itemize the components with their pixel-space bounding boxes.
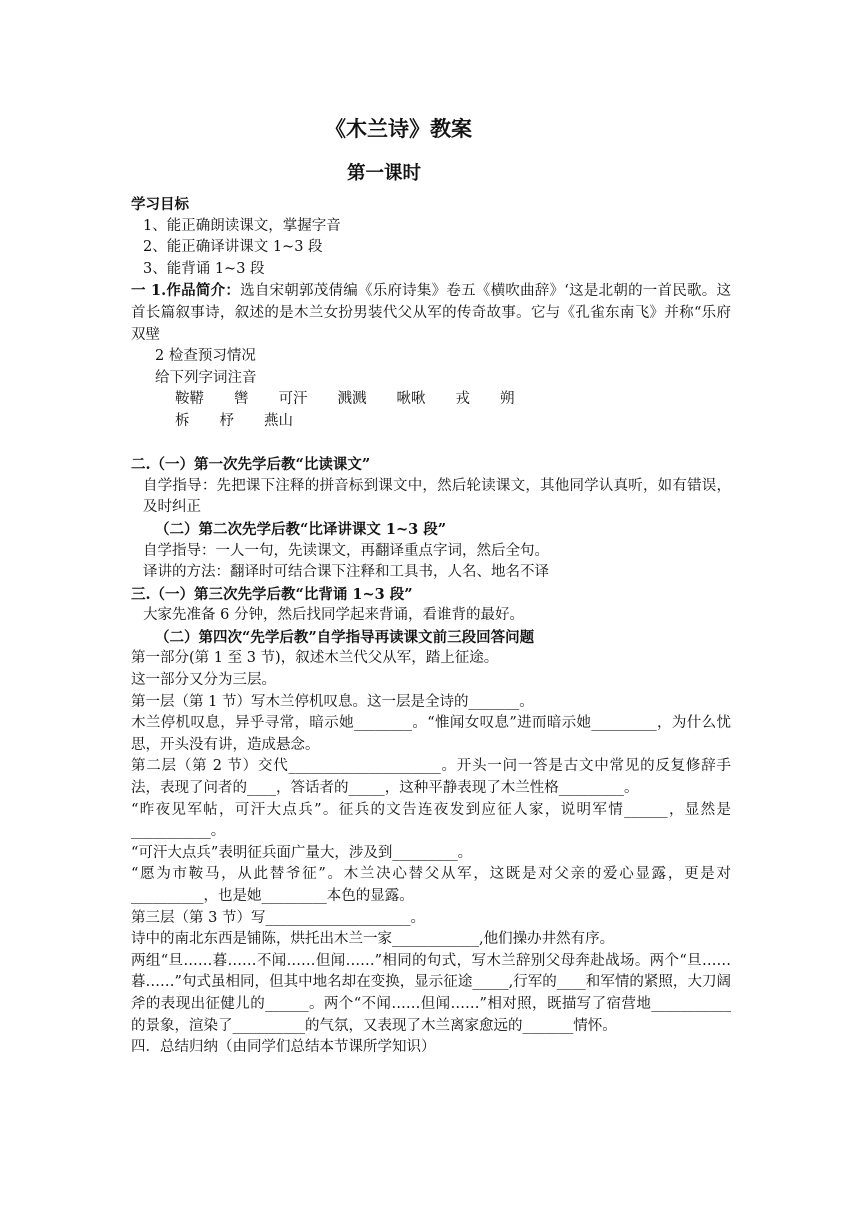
section3-subheading: （二）第四次“先学后教”自学指导再读课文前三段回答问题 — [155, 628, 535, 646]
vocab-word: 鞍鞯 — [175, 391, 204, 408]
vocab-word: 溅溅 — [337, 391, 367, 408]
summary-line: 四．总结归纳（由同学们总结本节课所学知识） — [131, 1039, 436, 1056]
section2-guide-2: 自学指导：一人一句，先读课文，再翻译重点字词，然后全句。 — [143, 542, 549, 559]
analysis-line: 第三层（第 3 节）写____________________。 — [131, 909, 425, 926]
page-title: 《木兰诗》教案 — [325, 117, 472, 141]
section3-heading: 三.（一）第三次先学后教“比背诵 1~3 段” — [131, 585, 413, 603]
analysis-line: 第一部分(第 1 至 3 节)，叙述木兰代父从军，踏上征途。 — [131, 650, 499, 667]
goals-heading: 学习目标 — [131, 196, 189, 213]
analysis-line: 第二层（第 2 节）交代_____________________。开头一问一答是古文中常见的反复修辞手法，表现了问者的____，答话者的_____，这种平静表现了木兰性格_________。 — [131, 758, 731, 797]
vocab-word: 朔 — [500, 391, 515, 408]
analysis-line: 第一层（第 1 节）写木兰停机叹息。这一层是全诗的_______。 — [131, 693, 534, 710]
analysis-line: “愿为市鞍马，从此替爷征”。木兰决心替父从军，这既是对父亲的爱心显露，更是对__________，也是她_________本色的显露。 — [131, 866, 731, 904]
vocab-row-2 — [131, 411, 731, 433]
goal-item: 1、能正确朗读课文，掌握字音 — [143, 217, 341, 234]
goal-item: 3、能背诵 1~3 段 — [143, 260, 265, 277]
preview-instruction: 给下列字词注音 — [155, 369, 257, 386]
analysis-line: “可汗大点兵”表明征兵面广量大，涉及到_________。 — [131, 844, 473, 861]
section2-method: 译讲的方法：翻译时可结合课下注释和工具书，人名、地名不译 — [143, 564, 549, 581]
vocab-word: 柝 — [175, 412, 190, 429]
analysis-line: 木兰停机叹息，异乎寻常，暗示她________。“惟闻女叹息”进而暗示她_________，为什么忧思，开头没有讲，造成悬念。 — [131, 715, 731, 753]
page-subtitle: 第一课时 — [347, 163, 422, 184]
vocab-row-1 — [131, 389, 731, 411]
intro-paragraph — [131, 280, 731, 346]
vocab-word: 可汗 — [278, 391, 308, 408]
vocab-word: 杼 — [219, 412, 234, 429]
intro-label: 一 1.作品简介： — [131, 282, 241, 300]
analysis-line: “昨夜见军帖，可汗大点兵”。征兵的文告连夜发到应征人家，说明军情______，显然是___________。 — [131, 801, 731, 840]
section2-guide: 自学指导：先把课下注释的拼音标到课文中，然后轮读课文，其他同学认真听，如有错误，及时纠正 — [143, 477, 731, 516]
section2-subheading: （二）第二次先学后教“比译讲课文 1~3 段” — [155, 520, 447, 538]
analysis-line: 诗中的南北东西是铺陈，烘托出木兰一家____________,他们操办井然有序。 — [131, 931, 615, 948]
preview-heading: 2 检查预习情况 — [155, 348, 256, 365]
intro-text: 选自宋朝郭茂倩编《乐府诗集》卷五《横吹曲辞》‘这是北朝的一首民歌。这首长篇叙事诗，叙述的是木兰女扮男装代父从军的传奇故事。它与《孔雀东南飞》并称“乐府双壁 — [131, 283, 731, 343]
vocab-word: 啾啾 — [396, 391, 426, 408]
vocab-word: 燕山 — [264, 412, 293, 429]
vocab-word: 辔 — [234, 391, 249, 408]
vocab-word: 戎 — [455, 391, 470, 408]
analysis-line: 这一部分又分为三层。 — [131, 672, 276, 689]
section3-text: 大家先准备 6 分钟，然后找同学起来背诵，看谁背的最好。 — [143, 607, 524, 624]
lesson-plan-page — [131, 112, 731, 1059]
goal-item: 2、能正确译讲课文 1~3 段 — [143, 239, 323, 256]
section2-heading: 二.（一）第一次先学后教“比读课文” — [131, 456, 371, 474]
analysis-line: 两组“旦……暮……不闻……但闻……”相同的句式，写木兰辞别父母奔赴战场。两个“旦……暮……”句式虽相同，但其中地名却在变换，显示征途_____,行军的____和军情的紧照，大刀阔斧的表现出征健儿的______。两个“不闻……但闻……”相对照，既描写了宿营地___________的景象，渲染了__________的气氛，又表现了木兰离家愈远的_______情怀。 — [131, 952, 731, 1034]
